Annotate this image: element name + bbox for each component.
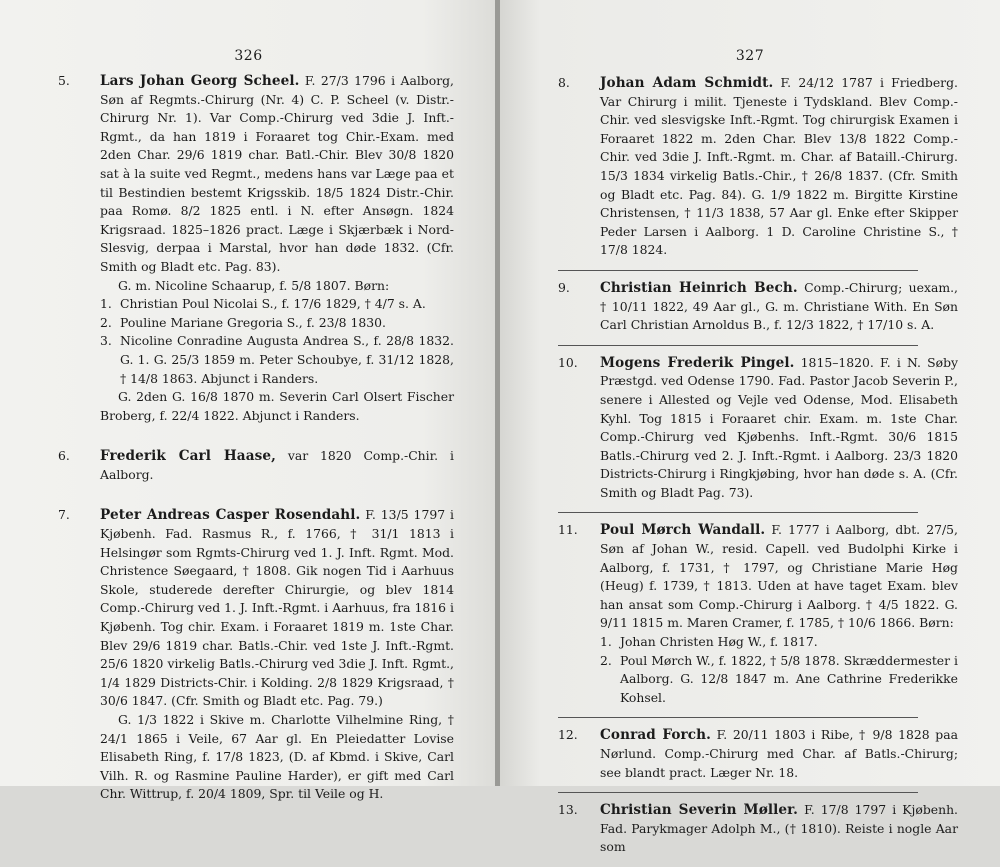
entry-number: 6. xyxy=(58,448,70,464)
entry-text: F. 17/8 1797 i Kjøbenh. Fad. Parykmager Adolph M., († 1810). Reiste i nogle Aar som xyxy=(600,802,958,855)
entry-6 xyxy=(58,447,454,484)
entry-name: Peter Andreas Casper Rosendahl. xyxy=(100,507,361,524)
entry-name: Christian Severin Møller. xyxy=(600,802,798,819)
entry-divider xyxy=(558,512,918,513)
entry-after: G. 1/3 1822 i Skive m. Charlotte Vilhelmine Ring, † 24/1 1865 i Veile, 67 Aar gl. En Pleiedatter Lovise Elisabeth Ring, f. 17/8 1823, (D. af Kbmd. i Skive, Carl Vilh. R. og Rasmine Pauline Harder), er gift med Carl Chr. Wittrup, f. 20/4 1809, Spr. til Veile og H. xyxy=(100,712,454,802)
child-text: Poul Mørch W., f. 1822, † 5/8 1878. Skræddermester i Aalborg. G. 12/8 1847 m. Ane Cathrine Frederikke Kohsel. xyxy=(620,652,958,705)
entry-after: G. 2den G. 16/8 1870 m. Severin Carl Olsert Fischer Broberg, f. 22/4 1822. Abjunct i Randers. xyxy=(100,389,454,423)
child-item xyxy=(600,633,958,652)
entry-13 xyxy=(558,801,958,857)
entry-divider xyxy=(558,345,918,346)
entry-11 xyxy=(558,521,958,707)
entry-9 xyxy=(558,279,958,335)
entry-number: 5. xyxy=(58,73,70,88)
entry-name: Poul Mørch Wandall. xyxy=(600,522,766,539)
entry-marriage: G. m. Nicoline Schaarup, f. 5/8 1807. Børn: xyxy=(118,277,390,293)
entry-name: Conrad Forch. xyxy=(600,727,711,744)
entry-divider xyxy=(558,270,918,271)
entry-name: Frederik Carl Haase, xyxy=(100,448,276,465)
page-number-right: 327 xyxy=(735,48,765,64)
child-text: Johan Christen Høg W., f. 1817. xyxy=(620,634,818,650)
spacer xyxy=(58,494,454,506)
entry-text: F. 20/11 1803 i Ribe, † 9/8 1828 paa Nørlund. Comp.-Chirurg med Char. af Batls.-Chirurg; see blandt pract. Læger Nr. 18. xyxy=(600,727,958,780)
entry-name: Lars Johan Georg Scheel. xyxy=(100,73,300,89)
children-list xyxy=(600,633,958,707)
entry-name: Johan Adam Schmidt. xyxy=(600,75,774,91)
entry-text: F. 13/5 1797 i Kjøbenh. Fad. Rasmus R., f. 1766, † 31/1 1813 i Helsingør som Rgmts-Chirurg ved 1. J. Inft. Rgmt. Mod. Christence Søegaard, † 1808. Gik nogen Tid i Aarhuus Skole, studerede derefter Chirurgie, og blev 1814 Comp.-Chirurg ved 1. J. Inft.-Rgmt. i Aarhuus, fra 1816 i Kjøbenh. Tog chir. Exam. i Foraaret 1819 m. 1ste Char. Blev 29/6 1819 char. Batls.-Chir. ved 1ste J. Inft.-Rgmt. 25/6 1820 virkelig Batls.-Chirurg ved 3die J. Inft. Rgmt., 1/4 1829 Districts-Chir. i Kolding. 2/8 1829 Krigsraad, † 30/6 1847. (Cfr. Smith og Bladt etc. Pag. 79.) xyxy=(100,507,454,709)
entry-7 xyxy=(58,506,454,804)
entry-number: 13. xyxy=(558,802,578,818)
child-text: Nicoline Conradine Augusta Andrea S., f. 28/8 1832. G. 1. G. 25/3 1859 m. Peter Schoubye, f. 31/12 1828, † 14/8 1863. Abjunct i Randers. xyxy=(120,333,454,386)
page-number-left: 326 xyxy=(234,48,263,64)
entry-text: F. 24/12 1787 i Friedberg. Var Chirurg i milit. Tjeneste i Tydskland. Blev Comp.-Chir. ved slesvigske Inft.-Rgmt. Tog chirurgisk Examen i Foraaret 1822 m. 2den Char. Blev 13/8 1822 Comp.-Chir. ved 3die J. Inft.-Rgmt. m. Char. af Bataill.-Chirurg. 15/3 1834 virkelig Batls.-Chir., † 26/8 1837. (Cfr. Smith og Bladt etc. Pag. 84). G. 1/9 1822 m. Birgitte Kirstine Christensen, † 11/3 1838, 57 Aar gl. Enke efter Skipper Peder Larsen i Aalborg. 1 D. Caroline Christine S., † 17/8 1824. xyxy=(600,75,958,258)
left-page xyxy=(0,0,497,802)
entry-divider xyxy=(558,717,918,718)
child-item xyxy=(600,652,958,708)
child-item xyxy=(100,295,454,314)
children-list xyxy=(100,295,454,388)
child-number: 2. xyxy=(100,314,112,330)
entry-10 xyxy=(558,354,958,503)
entry-text: F. 27/3 1796 i Aalborg, Søn af Regmts.-Chirurg (Nr. 4) C. P. Scheel (v. Distr.-Chirurg Nr. 1). Var Comp.-Chirurg ved 3die J. Inft.-Rgmt., da han 1819 i Foraaret tog Chir.-Exam. med 2den Char. 29/6 1819 char. Batl.-Chir. Blev 30/8 1820 sat à la suite ved Regmt., medens hans var Læge paa et til Bestindien bestemt Krigsskib. 18/5 1824 Distr.-Chir. paa Romø. 8/2 1825 entl. i N. efter Ansøgn. 1824 Krigsraad. 1825–1826 pract. Læge i Skjærbæk i Nord-Slesvig, derpaa i Marstal, hvor han døde 1832. (Cfr. Smith og Bladt etc. Pag. 83). xyxy=(100,73,454,274)
entry-12 xyxy=(558,726,958,782)
entry-number: 8. xyxy=(558,75,570,90)
child-number: 3. xyxy=(100,333,112,349)
child-item xyxy=(100,314,454,333)
entry-divider xyxy=(558,792,918,793)
entry-number: 7. xyxy=(58,507,70,523)
entry-number: 10. xyxy=(558,354,578,370)
entry-name: Mogens Frederik Pingel. xyxy=(600,354,795,371)
right-entries xyxy=(558,74,958,867)
child-item xyxy=(100,332,454,388)
entry-name: Christian Heinrich Bech. xyxy=(600,279,798,296)
entry-text: var 1820 Comp.-Chir. i Aalborg. xyxy=(100,448,454,482)
child-number: 2. xyxy=(600,652,612,668)
child-text: Pouline Mariane Gregoria S., f. 23/8 1830. xyxy=(120,314,386,330)
child-number: 1. xyxy=(600,634,612,650)
child-text: Christian Poul Nicolai S., f. 17/6 1829, † 4/7 s. A. xyxy=(120,296,426,312)
entry-number: 12. xyxy=(558,727,578,743)
left-entries xyxy=(58,72,454,814)
entry-number: 9. xyxy=(558,279,570,295)
entry-number: 11. xyxy=(558,522,578,538)
entry-text: F. 1777 i Aalborg, dbt. 27/5, Søn af Johan W., resid. Capell. ved Budolphi Kirke i Aalborg, f. 1731, † 1797, og Christiane Marie Høg (Heug) f. 1739, † 1813. Uden at have taget Exam. blev han ansat som Comp.-Chirurg i Aalborg. † 4/5 1822. G. 9/11 1815 m. Maren Cramer, f. 1785, † 10/6 1866. Børn: xyxy=(600,522,958,631)
child-number: 1. xyxy=(100,296,112,312)
entry-5 xyxy=(58,72,454,425)
entry-text: 1815–1820. F. i N. Søby Præstgd. ved Odense 1790. Fad. Pastor Jacob Severin P., senere i Allested og Vejle ved Odense, Mod. Elisabeth Kyhl. Tog 1815 i Foraaret chir. Exam. m. 1ste Char. Comp.-Chirurg ved Kjøbenhs. Inft.-Rgmt. 30/6 1815 Batls.-Chirurg ved 2. J. Inft.-Rgmt. i Aalborg. 23/3 1820 Districts-Chirurg i Ringkjøbing, hvor han døde s. A. (Cfr. Smith og Bladt Pag. 73). xyxy=(600,354,958,500)
right-page xyxy=(500,0,1000,855)
entry-8 xyxy=(558,74,958,260)
entry-text: Comp.-Chirurg; uexam., † 10/11 1822, 49 Aar gl., G. m. Christiane With. En Søn Carl Christian Arnoldus B., f. 12/3 1822, † 17/10 s. A. xyxy=(600,279,958,333)
spacer xyxy=(58,435,454,447)
